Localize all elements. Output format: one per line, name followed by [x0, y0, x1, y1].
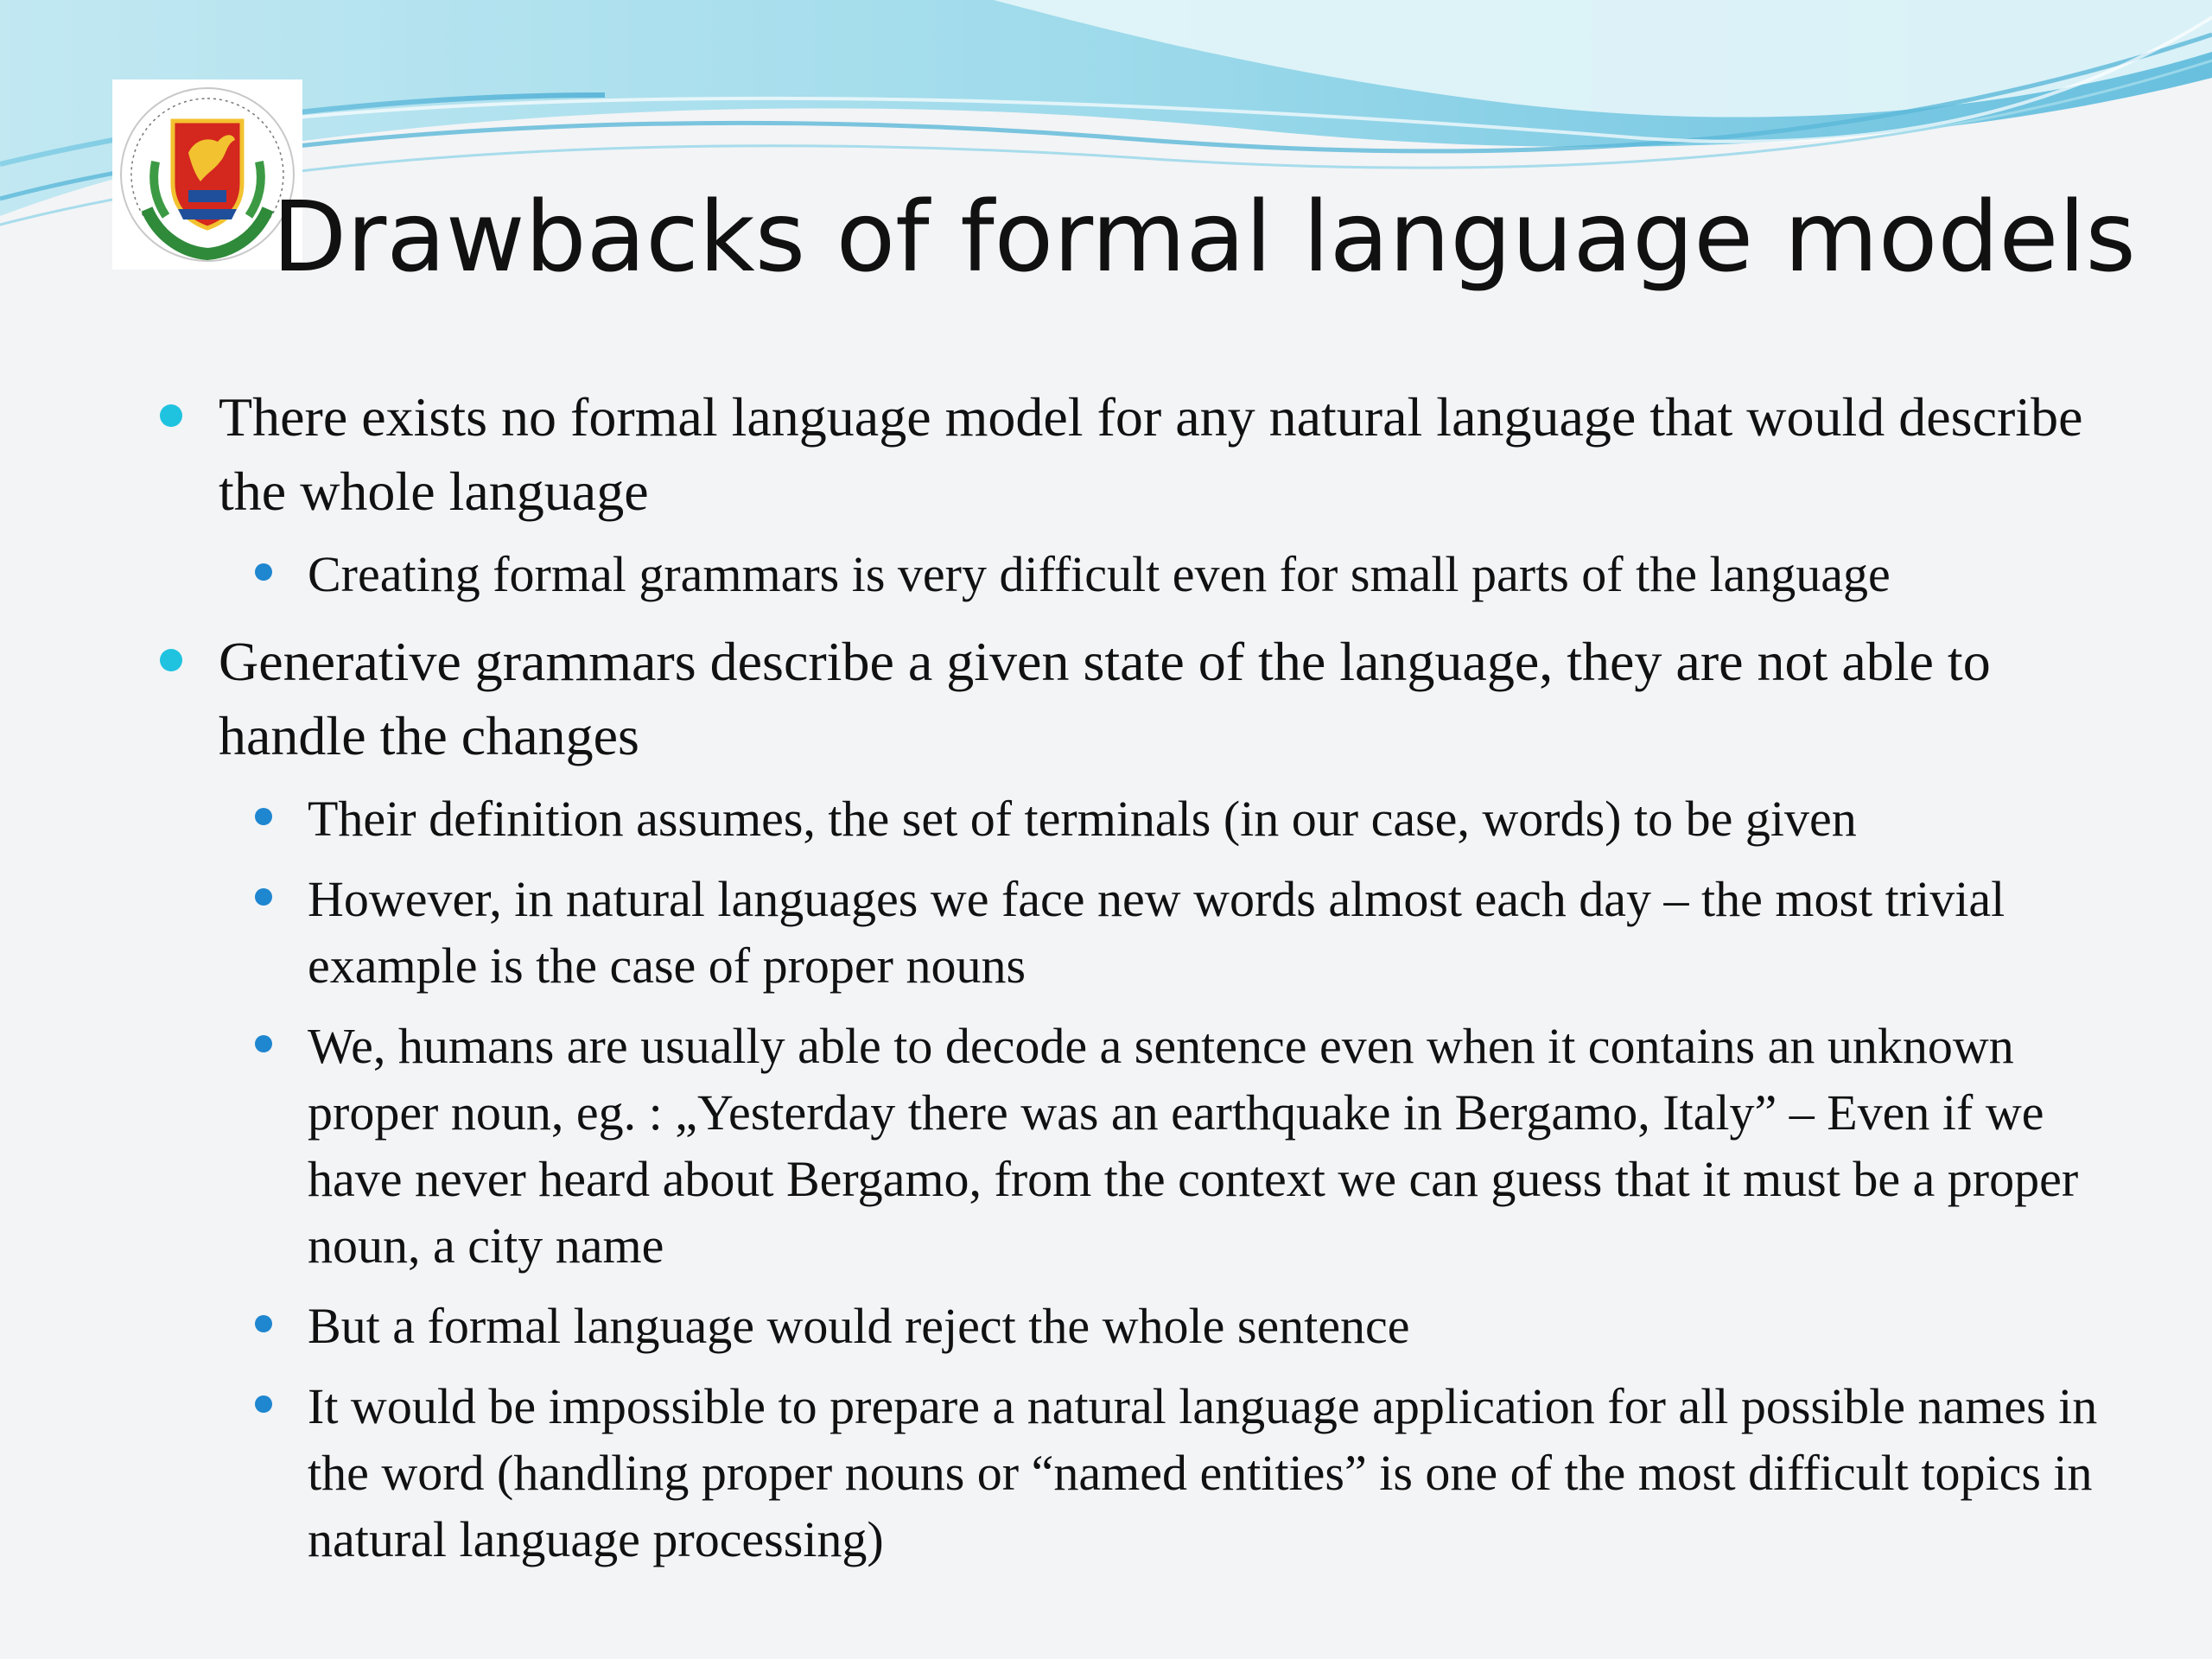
sub-bullet-item — [308, 785, 2131, 852]
slide-title: Drawbacks of formal language models — [272, 181, 2136, 294]
bullet-item — [219, 380, 2128, 529]
sub-bullet-dot-icon — [255, 1315, 272, 1332]
bullet-text: Generative grammars describe a given state of the language, they are not able to handle the changes — [219, 631, 1991, 766]
bullet-list — [0, 380, 2212, 1586]
sub-bullet-item — [308, 866, 2131, 999]
bullet-dot-icon — [160, 404, 182, 427]
sub-bullet-dot-icon — [255, 1035, 272, 1052]
sub-bullet-item — [308, 1293, 2131, 1359]
sub-bullet-dot-icon — [255, 563, 272, 581]
sub-bullet-dot-icon — [255, 808, 272, 825]
sub-bullet-item — [308, 1013, 2131, 1279]
sub-bullet-text: Their definition assumes, the set of terminals (in our case, words) to be given — [308, 791, 1857, 847]
sub-bullet-text: Creating formal grammars is very difficult even for small parts of the language — [308, 546, 1891, 602]
sub-bullet-text: However, in natural languages we face new words almost each day – the most trivial example is the case of proper nouns — [308, 871, 2005, 994]
sub-bullet-item — [308, 1373, 2131, 1573]
sub-bullet-text: It would be impossible to prepare a natural language application for all possible names in the word (handling proper nouns or “named entities” is one of the most difficult topics in natural language processing) — [308, 1378, 2098, 1567]
bullet-dot-icon — [160, 649, 182, 671]
sub-bullet-text: But a formal language would reject the whole sentence — [308, 1298, 1410, 1354]
sub-bullet-dot-icon — [255, 888, 272, 906]
bullet-text: There exists no formal language model for any natural language that would describe the whole language — [219, 386, 2083, 522]
sub-bullet-text: We, humans are usually able to decode a sentence even when it contains an unknown proper noun, eg. : „Yesterday there was an earthquake in Bergamo, Italy” – Even if we have never heard about Bergamo, from the context we can guess that it must be a proper noun, a city name — [308, 1018, 2079, 1274]
bullet-item — [219, 625, 2128, 773]
sub-bullet-dot-icon — [255, 1395, 272, 1413]
sub-bullet-item — [308, 541, 2131, 607]
